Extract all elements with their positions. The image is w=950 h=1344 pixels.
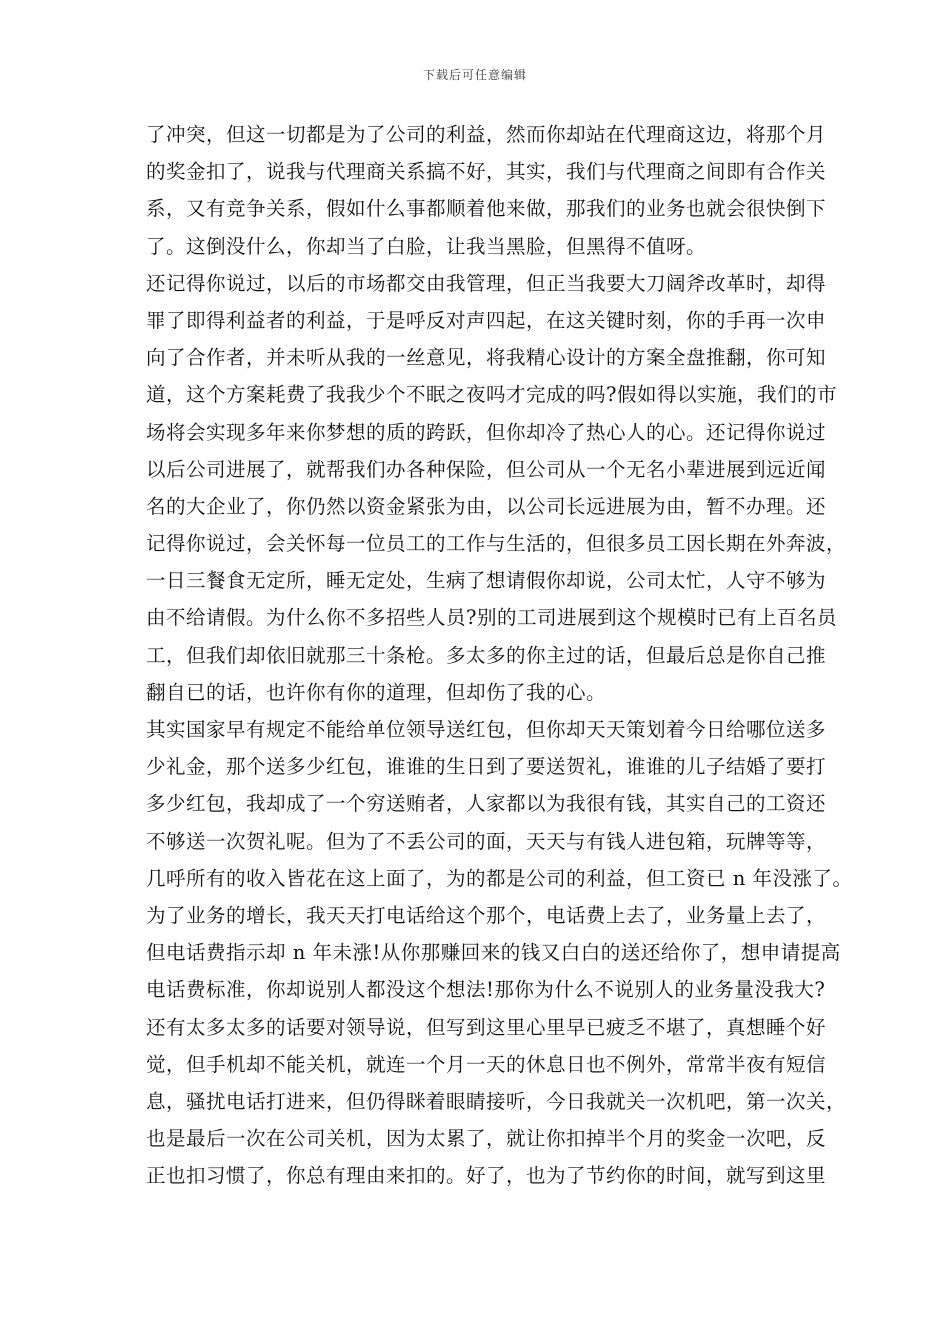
text-line: 为了业务的增长，我天天打电话给这个那个，电话费上去了，业务量上去了， xyxy=(146,903,827,927)
text-line: 几呼所有的收入皆花在这上面了，为的都是公司的利益，但工资已 n 年没涨了。 xyxy=(146,866,853,890)
text-line: 还有太多太多的话要对领导说，但写到这里心里早已疲乏不堪了，真想睡个好 xyxy=(146,1015,827,1039)
text-line: 了冲突，但这一切都是为了公司的利益，然而你却站在代理商这边，将那个月 xyxy=(146,123,827,146)
text-line: 也是最后一次在公司关机，因为太累了，就让你扣掉半个月的奖金一次吧，反 xyxy=(146,1127,827,1151)
text-line: 但电话费指示却 n 年未涨!从你那赚回来的钱又白白的送还给你了，想申请提高 xyxy=(146,941,841,965)
text-line: 名的大企业了，你仍然以资金紧张为由，以公司长远进展为由，暂不办理。还 xyxy=(146,494,827,518)
text-line: 工，但我们却依旧就那三十条枪。多太多的你主过的话，但最后总是你自己推 xyxy=(146,643,827,667)
text-line: 一日三餐食无定所，睡无定处，生病了想请假你却说，公司太忙，人守不够为 xyxy=(146,569,827,593)
text-line: 以后公司进展了，就帮我们办各种保险，但公司从一个无名小辈进展到远近闻 xyxy=(146,457,827,481)
text-line: 息，骚扰电话打进来，但仍得眯着眼睛接听，今日我就关一次机吧，第一次关， xyxy=(146,1089,847,1113)
text-line: 少礼金，那个送多少红包，谁谁的生日到了要送贺礼，谁谁的儿子结婚了要打 xyxy=(146,755,827,779)
text-line: 场将会实现多年来你梦想的质的跨跃，但你却冷了热心人的心。还记得你说过 xyxy=(146,420,827,444)
text-line: 记得你说过，会关怀每一位员工的工作与生活的，但很多员工因长期在外奔波， xyxy=(146,532,847,556)
text-line: 正也扣习惯了，你总有理由来扣的。好了，也为了节约你的时间，就写到这里 xyxy=(146,1164,827,1188)
text-line: 系，又有竞争关系，假如什么事都顺着他来做，那我们的业务也就会很快倒下 xyxy=(146,197,827,221)
text-line: 由不给请假。为什么你不多招些人员?别的工司进展到这个规模时已有上百名员 xyxy=(146,606,837,630)
text-line: 了。这倒没什么，你却当了白脸，让我当黑脸，但黑得不值呀。 xyxy=(146,234,707,258)
text-line: 向了合作者，并未听从我的一丝意见，将我精心设计的方案全盘推翻，你可知 xyxy=(146,346,827,370)
text-line: 还记得你说过，以后的市场都交由我管理，但正当我要大刀阔斧改革时，却得 xyxy=(146,271,827,295)
page-header: 下载后可任意编辑 xyxy=(422,68,527,82)
text-line: 道，这个方案耗费了我我少个不眠之夜吗才完成的吗?假如得以实施，我们的市 xyxy=(146,383,837,407)
text-line: 电话费标准，你却说别人都没这个想法!那你为什么不说别人的业务量没我大? xyxy=(146,978,826,1002)
text-line: 觉，但手机却不能关机，就连一个月一天的休息日也不例外，常常半夜有短信 xyxy=(146,1052,827,1076)
text-line: 其实国家早有规定不能给单位领导送红包，但你却天天策划着今日给哪位送多 xyxy=(146,718,827,741)
text-line: 多少红包，我却成了一个穷送贿者，人家都以为我很有钱，其实自己的工资还 xyxy=(146,792,827,816)
text-line: 不够送一次贺礼呢。但为了不丢公司的面，天天与有钱人进包箱，玩牌等等， xyxy=(146,829,827,853)
text-line: 罪了即得利益者的利益，于是呼反对声四起，在这关键时刻，你的手再一次申 xyxy=(146,308,827,332)
body-text xyxy=(146,116,853,1194)
text-line: 翻自已的话，也许你有你的道理，但却伤了我的心。 xyxy=(146,680,607,704)
text-line: 的奖金扣了，说我与代理商关系搞不好，其实，我们与代理商之间即有合作关 xyxy=(146,160,827,184)
